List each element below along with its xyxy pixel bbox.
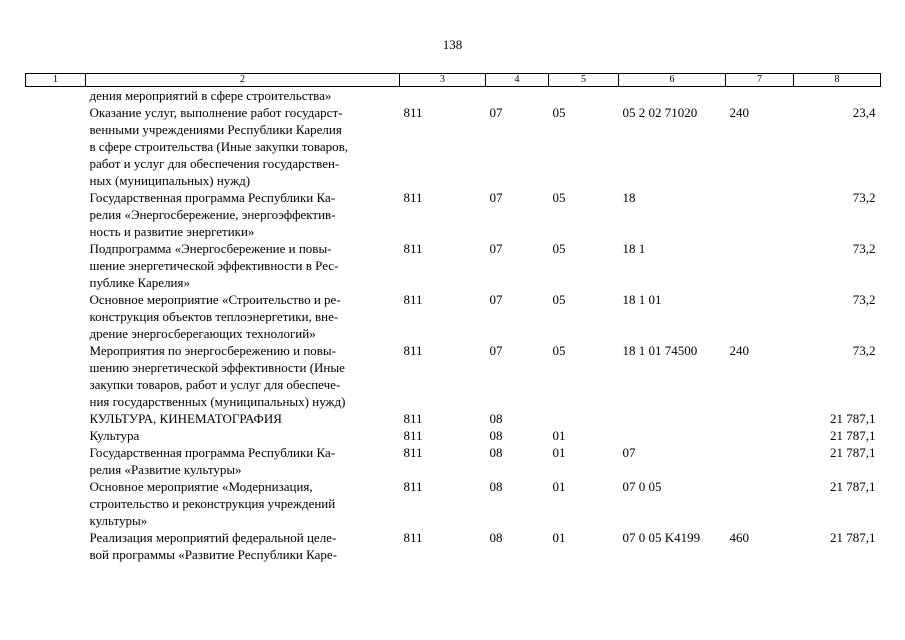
table-row — [26, 342, 881, 410]
blank-cell — [26, 342, 86, 410]
admin-code: 811 — [403, 105, 423, 120]
target-article-code: 18 1 01 74500 — [622, 343, 698, 358]
section-code: 07 — [489, 190, 503, 205]
target-article-code: 18 1 — [622, 241, 646, 256]
blank-cell — [26, 410, 86, 427]
amount: 73,2 — [852, 343, 876, 358]
item-name — [86, 104, 400, 189]
item-name-line: Реализация мероприятий федеральной целе- — [89, 530, 337, 545]
amount — [794, 87, 881, 105]
column-number-header: 2 — [86, 74, 400, 87]
section-code: 07 — [489, 292, 503, 307]
item-name-line: конструкция объектов теплоэнергетики, вне- — [89, 309, 339, 324]
item-name — [86, 444, 400, 478]
item-name-line: венными учреждениями Республики Карелия — [89, 122, 342, 137]
expense-type-code — [726, 291, 794, 342]
admin-code: 811 — [403, 428, 423, 443]
section-code: 08 — [489, 428, 503, 443]
column-number-header: 5 — [549, 74, 619, 87]
table-row — [26, 427, 881, 444]
amount: 21 787,1 — [830, 530, 876, 545]
target-article-code: 05 2 02 71020 — [622, 105, 698, 120]
item-name — [86, 427, 400, 444]
section-code: 08 — [489, 445, 503, 460]
item-name-line: релия «Энергосбережение, энергоэффектив- — [89, 207, 336, 222]
column-number-header: 4 — [486, 74, 549, 87]
column-number-header: 8 — [794, 74, 881, 87]
admin-code: 811 — [403, 241, 423, 256]
section-code: 07 — [489, 343, 503, 358]
admin-code: 811 — [403, 292, 423, 307]
page-number: 138 — [442, 37, 463, 52]
item-name-line: работ и услуг для обеспечения государствен- — [89, 156, 340, 171]
column-number-header: 1 — [26, 74, 86, 87]
blank-cell — [26, 444, 86, 478]
admin-code: 811 — [403, 479, 423, 494]
item-name-line: строительство и реконструкция учреждений — [89, 496, 336, 511]
expense-type-code — [726, 410, 794, 427]
item-name — [86, 291, 400, 342]
item-name-line: Мероприятия по энергосбережению и повы- — [89, 343, 336, 358]
expense-type-code — [726, 444, 794, 478]
subsection-code: 05 — [552, 190, 566, 205]
admin-code: 811 — [403, 445, 423, 460]
table-row — [26, 478, 881, 529]
target-article-code: 18 — [622, 190, 636, 205]
section-code: 08 — [489, 530, 503, 545]
table-row — [26, 529, 881, 563]
subsection-code — [549, 410, 619, 427]
target-article-code — [619, 410, 726, 427]
column-number-header: 6 — [619, 74, 726, 87]
item-name-line: шению энергетической эффективности (Иные — [89, 360, 345, 375]
admin-code: 811 — [403, 530, 423, 545]
budget-table — [25, 73, 881, 563]
subsection-code: 05 — [552, 241, 566, 256]
item-name-line: культуры» — [89, 513, 148, 528]
subsection-code: 05 — [552, 292, 566, 307]
expense-type-code — [726, 427, 794, 444]
amount: 21 787,1 — [830, 411, 876, 426]
subsection-code: 01 — [552, 530, 566, 545]
amount: 23,4 — [852, 105, 876, 120]
expense-type-code — [726, 87, 794, 105]
item-name — [86, 240, 400, 291]
section-code: 08 — [489, 479, 503, 494]
table-row — [26, 444, 881, 478]
amount: 21 787,1 — [830, 479, 876, 494]
item-name-line: дения мероприятий в сфере строительства» — [89, 88, 332, 103]
expense-type-code — [726, 240, 794, 291]
admin-code: 811 — [403, 411, 423, 426]
blank-cell — [26, 291, 86, 342]
amount: 21 787,1 — [830, 445, 876, 460]
expense-type-code — [726, 189, 794, 240]
subsection-code: 01 — [552, 445, 566, 460]
subsection-code: 01 — [552, 428, 566, 443]
item-name-line: Государственная программа Республики Ка- — [89, 445, 336, 460]
blank-cell — [26, 529, 86, 563]
blank-cell — [26, 189, 86, 240]
item-name-line: Государственная программа Республики Ка- — [89, 190, 336, 205]
item-name-line: ния государственных (муниципальных) нужд) — [89, 394, 346, 409]
target-article-code: 07 0 05 — [622, 479, 662, 494]
item-name — [86, 189, 400, 240]
admin-code — [400, 87, 486, 105]
expense-type-code: 240 — [729, 105, 749, 120]
table-body — [26, 87, 881, 564]
blank-cell — [26, 104, 86, 189]
subsection-code: 01 — [552, 479, 566, 494]
blank-cell — [26, 427, 86, 444]
section-code: 07 — [489, 241, 503, 256]
target-article-code: 07 — [622, 445, 636, 460]
item-name-line: Подпрограмма «Энергосбережение и повы- — [89, 241, 332, 256]
item-name-line: в сфере строительства (Иные закупки товаров, — [89, 139, 348, 154]
section-code: 08 — [489, 411, 503, 426]
expense-type-code — [726, 478, 794, 529]
target-article-code: 18 1 01 — [622, 292, 662, 307]
item-name-line: Основное мероприятие «Модернизация, — [89, 479, 313, 494]
item-name-line: вой программы «Развитие Республики Каре- — [89, 547, 337, 562]
blank-cell — [26, 478, 86, 529]
table-row — [26, 240, 881, 291]
target-article-code — [619, 87, 726, 105]
table-row — [26, 410, 881, 427]
item-name-line: Оказание услуг, выполнение работ государст- — [89, 105, 343, 120]
column-number-header-row — [26, 74, 881, 87]
subsection-code: 05 — [552, 105, 566, 120]
item-name-line: ных (муниципальных) нужд) — [89, 173, 251, 188]
amount: 73,2 — [852, 292, 876, 307]
item-name-line: шение энергетической эффективности в Рес- — [89, 258, 339, 273]
item-name — [86, 529, 400, 563]
item-name — [86, 342, 400, 410]
item-name-line: Культура — [89, 428, 140, 443]
admin-code: 811 — [403, 343, 423, 358]
amount: 21 787,1 — [830, 428, 876, 443]
blank-cell — [26, 87, 86, 105]
table-row — [26, 87, 881, 105]
subsection-code: 05 — [552, 343, 566, 358]
section-code — [486, 87, 549, 105]
table-row — [26, 189, 881, 240]
item-name-line: релия «Развитие культуры» — [89, 462, 242, 477]
item-name-line: Основное мероприятие «Строительство и ре- — [89, 292, 341, 307]
item-name-line: КУЛЬТУРА, КИНЕМАТОГРАФИЯ — [89, 411, 282, 426]
table-row — [26, 291, 881, 342]
expense-type-code: 240 — [729, 343, 749, 358]
column-number-header: 7 — [726, 74, 794, 87]
item-name-line: ность и развитие энергетики» — [89, 224, 255, 239]
section-code: 07 — [489, 105, 503, 120]
column-number-header: 3 — [400, 74, 486, 87]
item-name — [86, 410, 400, 427]
item-name-line: закупки товаров, работ и услуг для обеспече- — [89, 377, 341, 392]
target-article-code — [619, 427, 726, 444]
table-row — [26, 104, 881, 189]
expense-type-code: 460 — [729, 530, 749, 545]
item-name-line: публике Карелия» — [89, 275, 190, 290]
admin-code: 811 — [403, 190, 423, 205]
blank-cell — [26, 240, 86, 291]
amount: 73,2 — [852, 241, 876, 256]
item-name — [86, 87, 400, 105]
amount: 73,2 — [852, 190, 876, 205]
item-name — [86, 478, 400, 529]
subsection-code — [549, 87, 619, 105]
target-article-code: 07 0 05 K4199 — [622, 530, 701, 545]
item-name-line: дрение энергосберегающих технологий» — [89, 326, 316, 341]
